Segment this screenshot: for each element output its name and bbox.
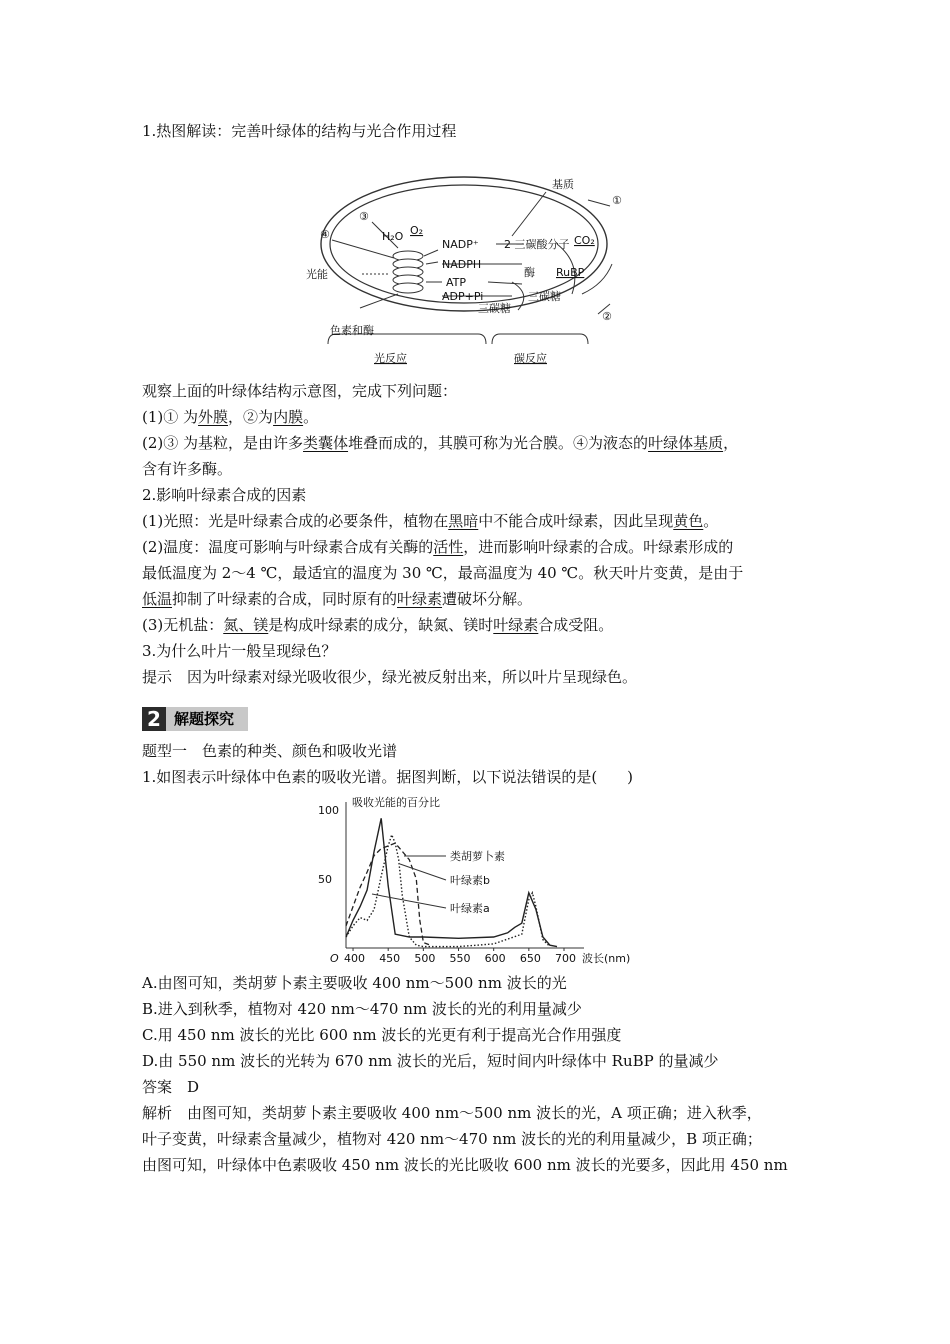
legend-label: 叶绿素b (450, 874, 490, 887)
label-2: ② (602, 310, 612, 323)
analysis-line-1: 解析 由图可知，类胡萝卜素主要吸收 400 nm～500 nm 波长的光，A 项正确；进入秋季， (142, 1104, 762, 1122)
label-h2o: H₂O (382, 230, 404, 243)
chloroplast-diagram (142, 144, 822, 365)
label-mei: 酶 (524, 266, 535, 279)
label-adp: ADP+Pi (442, 290, 484, 303)
label-jizhi: 基质 (552, 178, 574, 191)
x-tick-label: 650 (519, 952, 541, 965)
label-sesu: 色素和酶 (330, 324, 374, 337)
answer-text: 答案 D (142, 1078, 200, 1096)
legend-label: 叶绿素a (450, 902, 490, 915)
para-temp-1: (2)温度：温度可影响与叶绿素合成有关酶的活性，进而影响叶绿素的合成。叶绿素形成的 (142, 538, 734, 556)
label-sanling2: 三碳糖 (478, 302, 511, 315)
x-axis-label: 波长(nm) (582, 952, 631, 965)
y-tick-label: O (330, 952, 339, 965)
label-nadp: NADP⁺ (442, 238, 479, 251)
label-4: ④ (320, 228, 330, 241)
heading-1: 1.热图解读：完善叶绿体的结构与光合作用过程 (142, 122, 457, 140)
series-line (346, 843, 430, 945)
legend-leader-line (400, 864, 446, 880)
option-a: A.由图可知，类胡萝卜素主要吸收 400 nm～500 nm 波长的光 (142, 974, 567, 992)
answer-2-cont: 含有许多酶。 (142, 460, 233, 478)
label-sanlan: 2 三碳酸分子 (504, 238, 570, 251)
x-tick-label: 400 (344, 952, 366, 965)
label-nadph: NADPH (442, 258, 482, 271)
x-tick-label: 450 (379, 952, 401, 965)
y-tick-label: 50 (318, 873, 332, 886)
heading-2: 2.影响叶绿素合成的因素 (142, 486, 307, 504)
question-type: 题型一 色素的种类、颜色和吸收光谱 (142, 742, 398, 760)
para-temp-2: 最低温度为 2～4 ℃，最适宜的温度为 30 ℃，最高温度为 40 ℃。秋天叶片变黄，是由于 (142, 564, 744, 582)
grana-icon (393, 251, 423, 293)
label-sanling1: 三碳糖 (528, 290, 561, 303)
x-tick-label: 500 (414, 952, 436, 965)
heading-3: 3.为什么叶片一般呈现绿色？ (142, 642, 337, 660)
x-tick-label: 550 (449, 952, 471, 965)
option-b: B.进入到秋季，植物对 420 nm～470 nm 波长的光的利用量减少 (142, 1000, 582, 1018)
section-number: 2 (142, 707, 166, 731)
legend-label: 类胡萝卜素 (450, 850, 505, 863)
label-dark-reaction: 碳反应 (514, 352, 547, 365)
section-title: 解题探究 (166, 707, 248, 731)
label-atp: ATP (446, 276, 467, 289)
y-tick-label: 100 (318, 804, 339, 817)
label-guangneng: 光能 (306, 268, 328, 281)
legend-leader-line (372, 894, 446, 908)
y-axis-label: 吸收光能的百分比 (352, 796, 440, 809)
x-tick-label: 700 (555, 952, 576, 965)
x-tick-label: 600 (484, 952, 506, 965)
observe-text: 观察上面的叶绿体结构示意图，完成下列问题： (142, 382, 458, 400)
label-3: ③ (359, 210, 369, 223)
answer-2: (2)③ 为基粒，是由许多类囊体堆叠而成的，其膜可称为光合膜。④为液态的叶绿体基质， (142, 434, 739, 452)
absorption-spectrum-chart (142, 790, 822, 970)
analysis-line-3: 由图可知，叶绿体中色素吸收 450 nm 波长的光比吸收 600 nm 波长的光要多，因此用 450 nm (142, 1156, 788, 1174)
label-co2: CO₂ (574, 234, 595, 247)
para-mineral: (3)无机盐：氮、镁是构成叶绿素的成分，缺氮、镁时叶绿素合成受阻。 (142, 616, 614, 634)
label-light-reaction: 光反应 (374, 352, 407, 365)
label-o2: O₂ (410, 224, 424, 237)
question-stem: 1.如图表示叶绿体中色素的吸收光谱。据图判断，以下说法错误的是( ) (142, 768, 634, 786)
series-line (346, 835, 550, 947)
option-d: D.由 550 nm 波长的光转为 670 nm 波长的光后，短时间内叶绿体中 RuBP 的量减少 (142, 1052, 719, 1070)
tip-text: 提示 因为叶绿素对绿光吸收很少，绿光被反射出来，所以叶片呈现绿色。 (142, 668, 638, 686)
section-header (142, 706, 822, 732)
answer-1: (1)① 为外膜，②为内膜。 (142, 408, 319, 426)
analysis-line-2: 叶子变黄，叶绿素含量减少，植物对 420 nm～470 nm 波长的光的利用量减少，B 项正确； (142, 1130, 762, 1148)
para-light: (1)光照：光是叶绿素合成的必要条件，植物在黑暗中不能合成叶绿素，因此呈现黄色。 (142, 512, 719, 530)
option-c: C.用 450 nm 波长的光比 600 nm 波长的光更有利于提高光合作用强度 (142, 1026, 622, 1044)
label-1: ① (612, 194, 622, 207)
page-content (142, 118, 822, 1178)
label-rubp: RuBP (556, 266, 585, 279)
para-temp-3: 低温抑制了叶绿素的合成，同时原有的叶绿素遭破坏分解。 (142, 590, 533, 608)
